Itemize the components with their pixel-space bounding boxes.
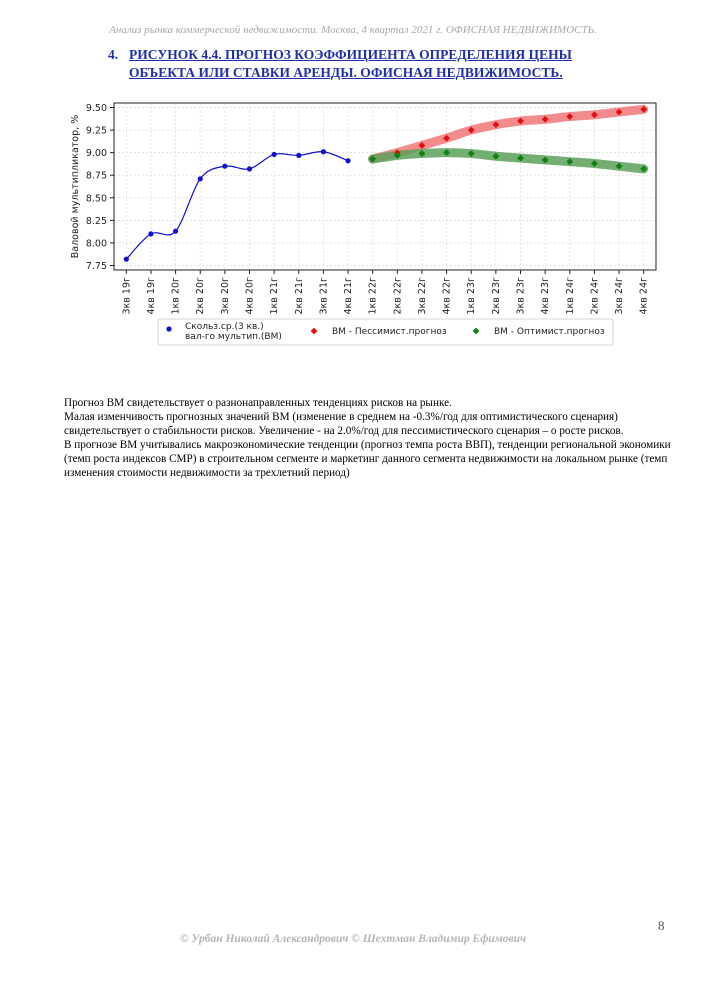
x-tick-label: 1кв 21г — [269, 277, 281, 315]
historical-point — [272, 152, 277, 157]
historical-point — [222, 164, 227, 169]
historical-point — [321, 149, 326, 154]
y-tick-label: 8.50 — [85, 193, 107, 205]
x-tick-label: 4кв 21г — [343, 277, 355, 315]
x-tick-label: 1кв 22г — [367, 277, 379, 315]
legend-label-historical: Скольз.ср.(3 кв.) — [185, 322, 264, 332]
x-tick-label: 3кв 19г — [121, 277, 133, 315]
paragraph: Малая изменчивость прогнозных значений ВМ (изменение в среднем на -0.3%/год для оптимистического сценария) свидетельствует о стабильности рисков. Увеличение - на 2.0%/год для пессимистического сценария – о росте рисков. — [64, 411, 624, 437]
historical-point — [124, 257, 129, 262]
historical-point — [198, 176, 203, 181]
x-tick-label: 3кв 23г — [515, 277, 527, 315]
historical-point — [345, 158, 350, 163]
y-tick-label: 8.25 — [85, 215, 107, 227]
x-tick-label: 2кв 20г — [195, 277, 207, 315]
figure-title-line-1: РИСУНОК 4.4. ПРОГНОЗ КОЭФФИЦИЕНТА ОПРЕДЕЛЕНИЯ ЦЕНЫ — [129, 47, 572, 62]
figure-number: 4. — [108, 47, 119, 62]
x-tick-label: 4кв 23г — [540, 277, 552, 315]
running-header: Анализ рынка коммерческой недвижимости. Москва, 4 квартал 2021 г. ОФИСНАЯ НЕДВИЖИМОСТЬ. — [109, 24, 597, 36]
x-tick-label: 3кв 21г — [318, 277, 330, 315]
figure-title-line-2: ОБЪЕКТА ИЛИ СТАВКИ АРЕНДЫ. ОФИСНАЯ НЕДВИЖИМОСТЬ. — [129, 65, 563, 80]
x-tick-label: 4кв 20г — [244, 277, 256, 315]
x-tick-label: 2кв 22г — [392, 277, 404, 315]
page-number: 8 — [658, 918, 665, 933]
x-tick-label: 3кв 22г — [416, 277, 428, 315]
y-tick-label: 8.00 — [85, 238, 107, 250]
legend-label-historical: вал-го мультип.(ВМ) — [185, 332, 282, 342]
legend-label-optimistic: ВМ - Оптимист.прогноз — [494, 327, 605, 337]
x-tick-label: 3кв 20г — [219, 277, 231, 315]
y-axis-label: Валовой мультипликатор, % — [70, 114, 81, 259]
y-tick-label: 9.25 — [85, 125, 107, 137]
y-tick-label: 7.75 — [85, 260, 107, 272]
paragraph: В прогнозе ВМ учитывались макроэкономические тенденции (прогноз темпа роста ВВП), тенденции региональной экономики (темп роста индексов СМР) в строительном сегменте и маркетинг данного сегмента недвижимости на локальном рынке (темп изменения стоимости недвижимости за трехлетний период) — [64, 439, 671, 479]
x-tick-label: 2кв 23г — [490, 277, 502, 315]
x-tick-label: 4кв 24г — [638, 277, 650, 315]
legend-marker-historical — [166, 326, 171, 331]
x-tick-label: 2кв 24г — [589, 277, 601, 315]
y-tick-label: 8.75 — [85, 170, 107, 182]
y-tick-label: 9.00 — [85, 148, 107, 160]
x-tick-label: 4кв 19г — [145, 277, 157, 315]
historical-point — [173, 229, 178, 234]
x-tick-label: 2кв 21г — [293, 277, 305, 315]
figure-title — [108, 46, 668, 82]
forecast-chart — [60, 92, 660, 352]
y-tick-label: 9.50 — [85, 103, 107, 115]
body-text — [64, 396, 674, 480]
legend-label-pessimistic: ВМ - Пессимист.прогноз — [332, 327, 447, 337]
paragraph: Прогноз ВМ свидетельствует о разнонаправленных тенденциях рисков на рынке. — [64, 397, 452, 409]
historical-point — [247, 166, 252, 171]
x-tick-label: 1кв 24г — [564, 277, 576, 315]
x-tick-label: 1кв 23г — [466, 277, 478, 315]
footer-authors: © Урбан Николай Александрович © Шехтман Владимир Ефимович — [179, 933, 527, 945]
x-tick-label: 1кв 20г — [170, 277, 182, 315]
x-tick-label: 4кв 22г — [441, 277, 453, 315]
x-tick-label: 3кв 24г — [614, 277, 626, 315]
historical-point — [296, 153, 301, 158]
historical-point — [148, 231, 153, 236]
